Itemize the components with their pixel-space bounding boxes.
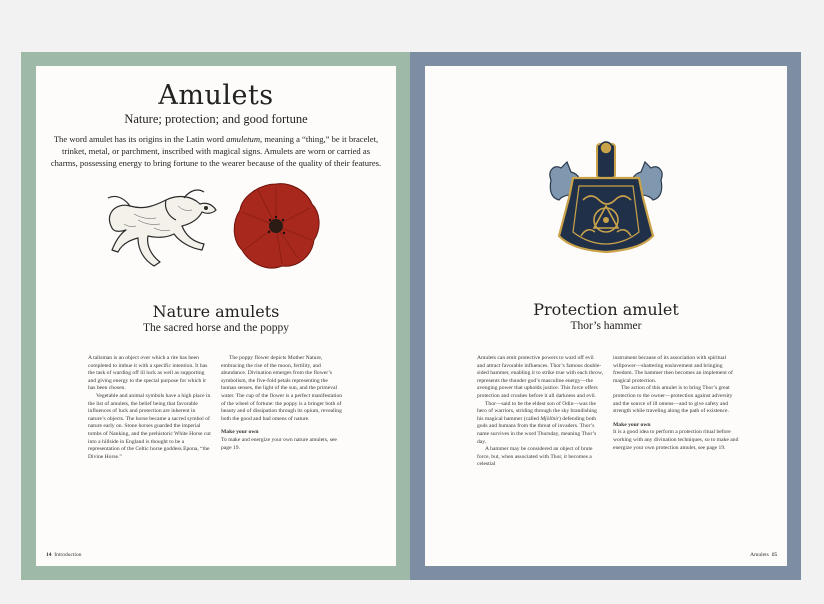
paragraph: A talisman is an object over which a rite has been completed to imbue it with a specific intention. It has the task of warding off ill luck as well as supporting and giving energy to the special purpose for which it has been chosen. — [88, 355, 208, 392]
intro-paragraph — [50, 133, 382, 169]
paragraph: The poppy flower depicts Mother Nature, embracing the rise of the moon, fertility, and abundance. Divination emerges from the flower’s symbolism, the five-fold petals representing the human senses, the light of the sun, and the primeval water. The cup of the flower is a perfect manifestation of the wheel of fortune: the poppy is a bringer both of beauty and of dissipation through its opium, revealing both the good and bad omens of nature. — [221, 355, 343, 422]
thors-hammer-illustration — [543, 140, 669, 264]
paragraph — [477, 401, 603, 447]
running-footer: Introduction — [54, 552, 82, 558]
make-your-own-text: To make and energize your own nature amulets, see page 19. — [221, 436, 337, 451]
running-footer: Amulets — [750, 552, 769, 558]
page-title: Amulets — [158, 80, 274, 111]
section-subtitle-nature: The sacred horse and the poppy — [143, 322, 289, 334]
section-title-protection: Protection amulet — [533, 300, 679, 319]
paragraph-text: Thor—said to be the eldest son of Odin—was the hero of warriors, striding through the sky brandishing his magical hammer (called — [477, 400, 597, 422]
horse-illustration — [94, 184, 224, 272]
right-column-1 — [477, 355, 603, 469]
paragraph: A hammer may be considered an object of brute force, but, when associated with Thor, it becomes a celestial — [477, 446, 593, 468]
mjollnir-italic: Mjöllnir — [540, 415, 560, 422]
right-column-2 — [613, 355, 739, 469]
section-subtitle-protection: Thor’s hammer — [570, 320, 642, 332]
paragraph: instrument because of its association with spiritual willpower—shattering enslavement and bringing freedom. The hammer then becomes an implement of magical protection. — [613, 355, 733, 384]
make-your-own-text: It is a good idea to perform a protection ritual before working with any divination techniques, so to make and energize your own protection amulet, see page 19. — [613, 429, 739, 451]
right-page — [425, 66, 787, 566]
right-body-columns — [477, 355, 739, 469]
intro-text-1: The word amulet has its origins in the Latin word — [53, 134, 227, 144]
paragraph: Vegetable and animal symbols have a high place in the list of amulets, the belief being that favorable influences of luck and protection are inherent in nature’s objects. The horse became a sacred symbol of nature early on. Stone horses guarded the imperial tombs of Nanking, and the prehistoric White Horse cut into a hillside in England is thought to be a representation of the Celtic horse goddess Epona, “the Divine Horse.” — [88, 392, 211, 460]
poppy-illustration — [228, 178, 324, 274]
make-your-own-heading: Make your own — [221, 429, 259, 436]
paragraph: Amulets can emit protective powers to ward off evil and attract favorable influences. Thor’s famous double-sided hammer, enabling it to strike true with each throw, represents the thunder god’s masculine energy—the avenging power that upholds justice. This force offers protection and crushes before it all darkness and evil. — [477, 355, 604, 399]
intro-text-2: , meaning a “thing,” be it bracelet, trinket, metal, or parchment, inscribed with magical signs. Amulets are worn or carried as charms, possessing energy to bring fortune to the wearer because of the quality of their features. — [50, 134, 382, 168]
page-number: 14 — [46, 552, 52, 558]
left-page — [36, 66, 396, 566]
book-spread — [21, 52, 801, 580]
section-title-nature: Nature amulets — [152, 302, 280, 321]
make-your-own-heading: Make your own — [613, 421, 651, 428]
left-body-columns — [88, 355, 344, 461]
paragraph-text: ) defending both gods and humans from the threat of invaders. Thor’s name survives in the word Thursday, meaning Thor’s day. — [477, 415, 597, 445]
page-subtitle: Nature; protection; and good fortune — [124, 112, 308, 126]
left-column-1 — [88, 355, 211, 461]
left-column-2 — [221, 355, 344, 461]
page-number: 15 — [771, 552, 777, 558]
left-footer — [46, 552, 81, 558]
paragraph: The action of this amulet is to bring Thor’s great protection to the owner—protection against adversity and the source of ill omens—and to give safety and strength while traveling along the path of existence. — [613, 385, 733, 415]
intro-italic: amuletum — [226, 134, 261, 144]
right-footer — [750, 552, 777, 558]
